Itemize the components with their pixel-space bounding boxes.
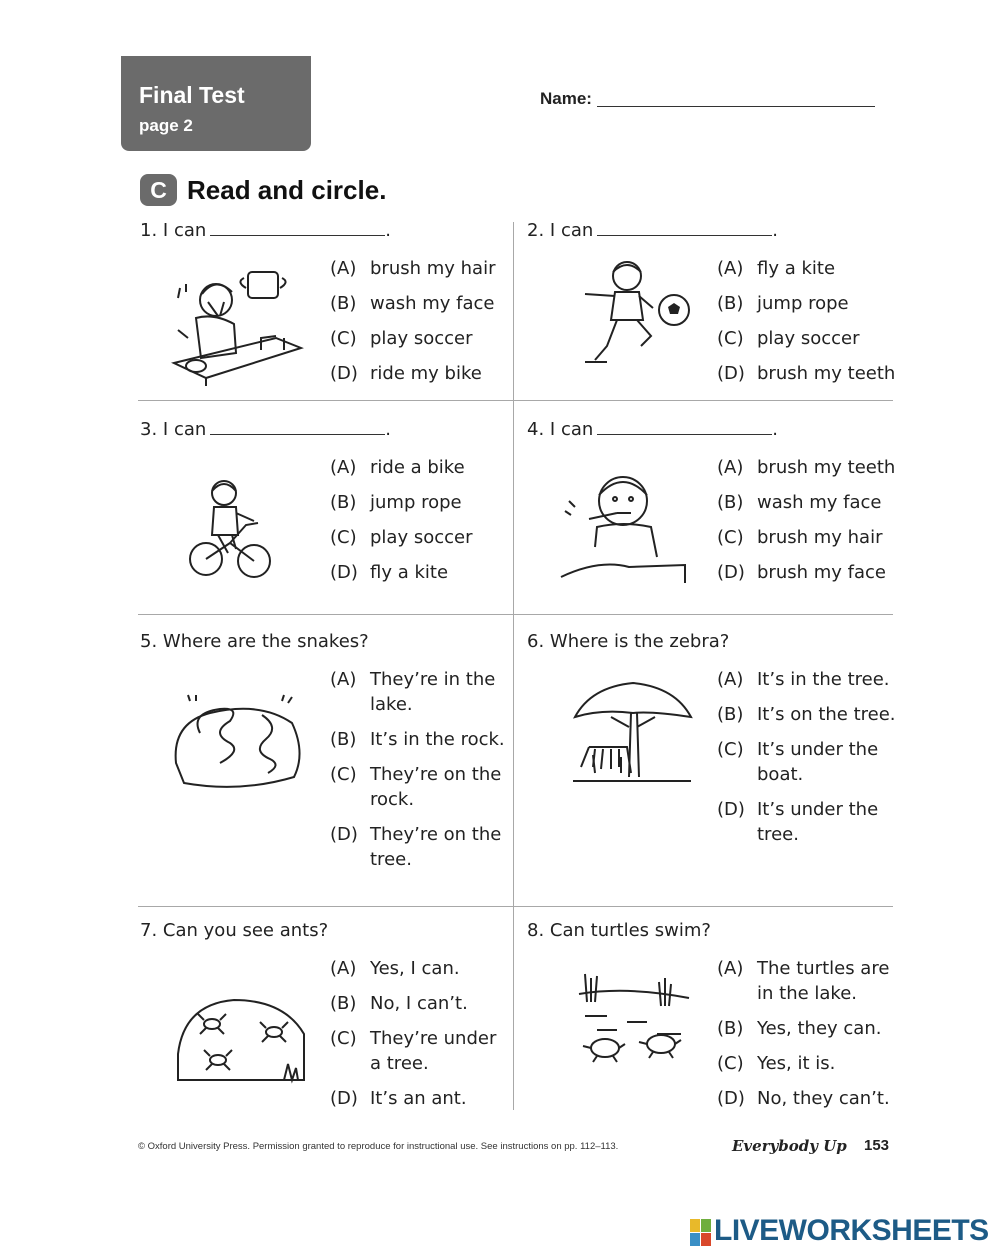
boy-brushing-teeth-image [559, 467, 687, 583]
options-list [717, 667, 897, 857]
question-prompt: 2. I can . [527, 220, 779, 241]
option-d[interactable]: (D) They’re on the tree. [330, 824, 502, 870]
section-letter-badge: C [140, 174, 177, 206]
option-d[interactable]: (D) It’s an ant. [330, 1088, 467, 1109]
option-a[interactable]: (A) Yes, I can. [330, 958, 460, 979]
options-list [330, 256, 510, 396]
options-list [330, 455, 510, 595]
question-6 [527, 631, 897, 901]
option-a[interactable]: (A) They’re in the lake. [330, 669, 496, 715]
turtles-in-lake-image [577, 972, 692, 1068]
option-a[interactable]: (A) brush my hair [330, 258, 496, 279]
question-prompt: 6. Where is the zebra? [527, 631, 730, 652]
option-b[interactable]: (B) jump rope [330, 492, 462, 513]
options-list [717, 256, 897, 396]
snakes-on-rock-image [170, 693, 305, 793]
option-a[interactable]: (A) It’s in the tree. [717, 669, 890, 690]
test-title: Final Test [139, 82, 245, 108]
option-b[interactable]: (B) wash my face [330, 293, 495, 314]
name-label: Name: [540, 89, 592, 108]
option-c[interactable]: (C) They’re on the rock. [330, 764, 502, 810]
options-list [717, 956, 897, 1121]
section-title: Read and circle. [187, 175, 387, 205]
girl-washing-face-image [166, 258, 306, 386]
option-b[interactable]: (B) Yes, they can. [717, 1018, 882, 1039]
option-c[interactable]: (C) play soccer [717, 328, 860, 349]
question-prompt: 4. I can . [527, 419, 779, 440]
ants-on-rock-image [174, 994, 310, 1086]
option-c[interactable]: (C) brush my hair [717, 527, 883, 548]
option-b[interactable]: (B) It’s in the rock. [330, 729, 505, 750]
question-prompt: 1. I can . [140, 220, 392, 241]
option-b[interactable]: (B) wash my face [717, 492, 882, 513]
child-riding-bike-image [188, 477, 274, 583]
option-a[interactable]: (A) brush my teeth [717, 457, 896, 478]
test-page-label: page 2 [139, 116, 193, 135]
answer-blank[interactable] [210, 422, 385, 435]
options-list [330, 956, 510, 1121]
question-prompt: 5. Where are the snakes? [140, 631, 369, 652]
option-d[interactable]: (D) No, they can’t. [717, 1088, 890, 1109]
option-a[interactable]: (A) The turtles are in the lake. [717, 958, 890, 1004]
option-c[interactable]: (C) They’re under a tree. [330, 1028, 497, 1074]
question-5 [140, 631, 510, 901]
copyright-notice: © Oxford University Press. Permission granted to reproduce for instructional use. See instructions on pp. 112–113. [138, 1141, 619, 1152]
option-c[interactable]: (C) Yes, it is. [717, 1053, 836, 1074]
question-prompt: 7. Can you see ants? [140, 920, 329, 941]
option-d[interactable]: (D) It’s under the tree. [717, 799, 879, 845]
answer-blank[interactable] [597, 422, 772, 435]
column-divider [513, 222, 514, 1110]
question-prompt: 3. I can . [140, 419, 392, 440]
row-divider [138, 906, 893, 907]
answer-blank[interactable] [210, 223, 385, 236]
option-c[interactable]: (C) play soccer [330, 527, 473, 548]
question-prompt: 8. Can turtles swim? [527, 920, 711, 941]
option-b[interactable]: (B) jump rope [717, 293, 849, 314]
options-list [717, 455, 897, 595]
footer-brand: Everybody Up [732, 1137, 847, 1155]
page-number: 153 [864, 1137, 890, 1154]
option-c[interactable]: (C) It’s under the boat. [717, 739, 879, 785]
option-b[interactable]: (B) It’s on the tree. [717, 704, 896, 725]
option-d[interactable]: (D) brush my teeth [717, 363, 896, 384]
option-c[interactable]: (C) play soccer [330, 328, 473, 349]
liveworksheets-watermark: LIVEWORKSHEETS [714, 1214, 989, 1247]
name-field[interactable] [597, 106, 875, 107]
test-header [121, 56, 311, 151]
option-d[interactable]: (D) fly a kite [330, 562, 449, 583]
option-d[interactable]: (D) brush my face [717, 562, 886, 583]
option-a[interactable]: (A) ride a bike [330, 457, 465, 478]
zebra-under-tree-image [571, 677, 693, 787]
liveworksheets-logo-icon [690, 1219, 712, 1247]
answer-blank[interactable] [597, 223, 772, 236]
option-a[interactable]: (A) fly a kite [717, 258, 836, 279]
option-d[interactable]: (D) ride my bike [330, 363, 482, 384]
boy-kicking-soccer-ball-image [567, 256, 697, 368]
options-list [330, 667, 510, 882]
option-b[interactable]: (B) No, I can’t. [330, 993, 468, 1014]
